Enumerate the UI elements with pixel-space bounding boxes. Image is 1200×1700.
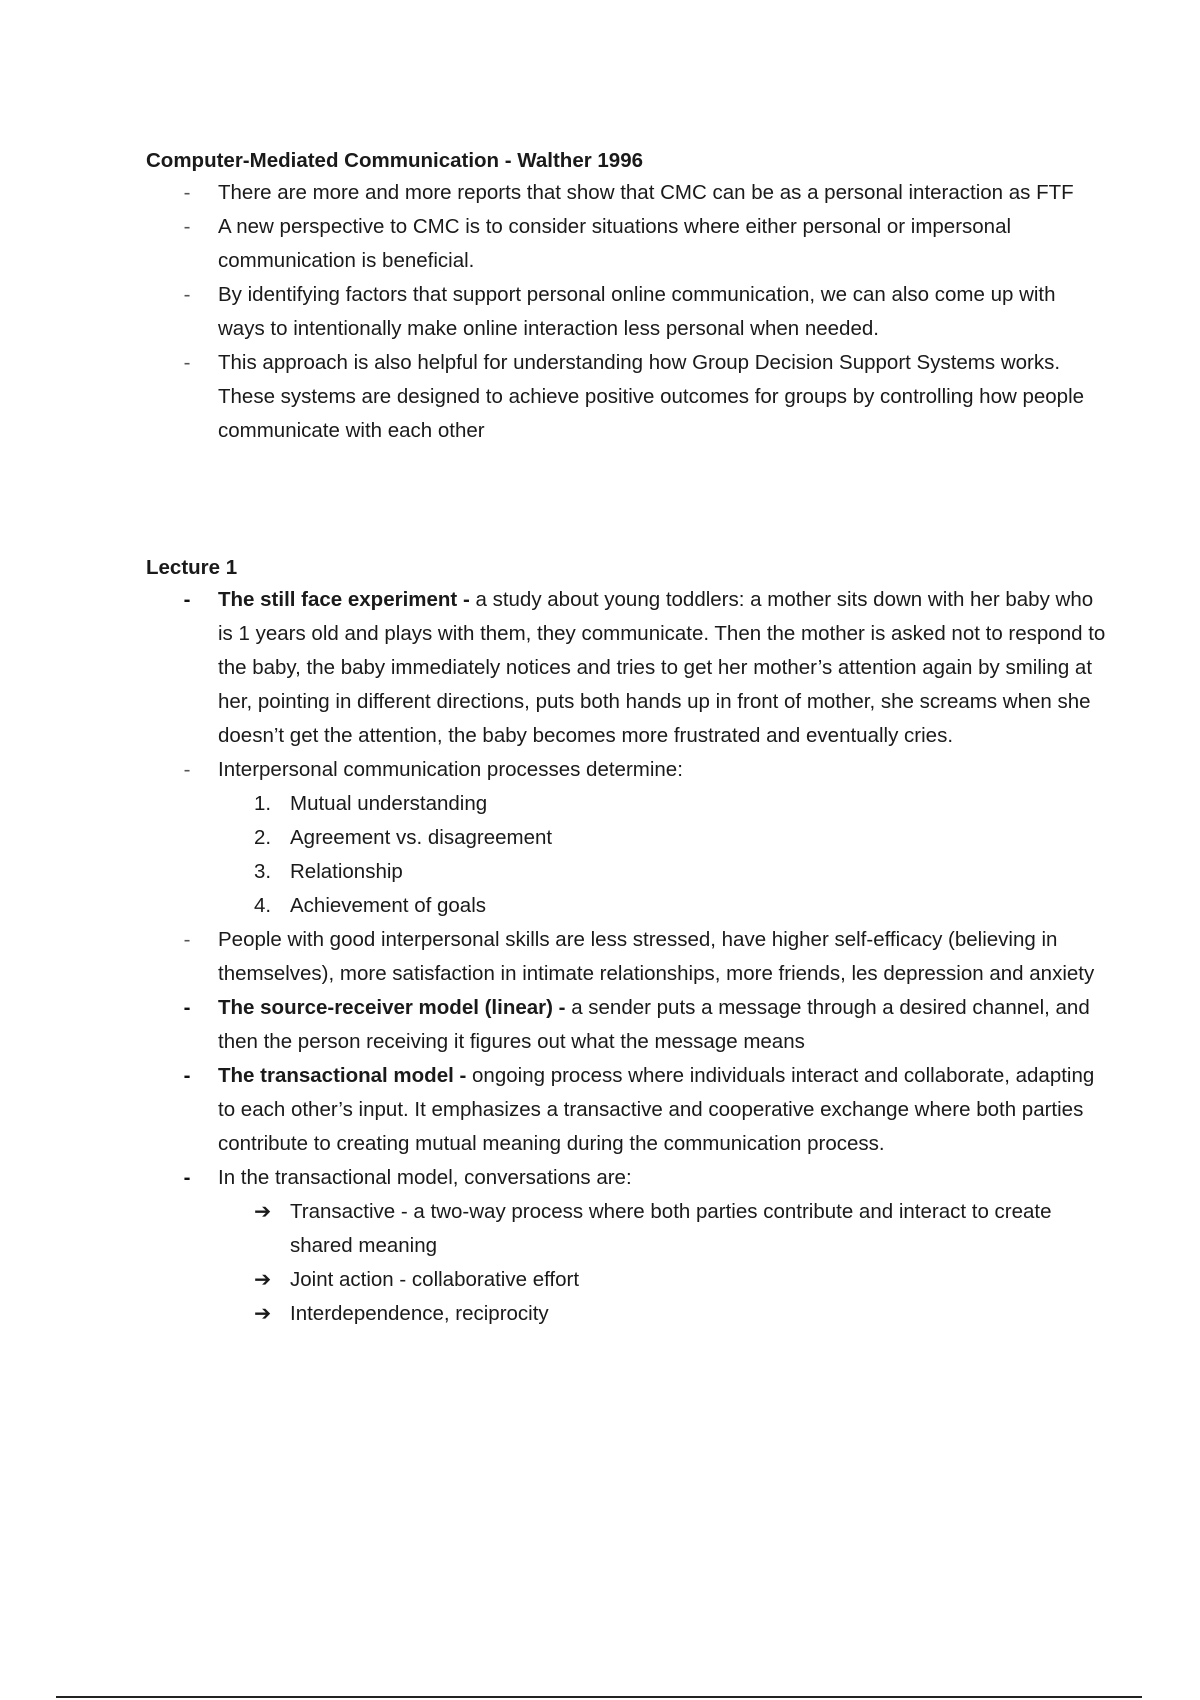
skills-text: People with good interpersonal skills are less stressed, have higher self-efficacy (believing in themselves), more satisfaction in intimate relationships, more friends, les depression and anxiety <box>218 928 1095 985</box>
bullet-text: By identifying factors that support personal online communication, we can also come up with ways to intentionally make online interaction less personal when needed. <box>218 283 1056 340</box>
list-item <box>146 346 1106 448</box>
bullet-text: There are more and more reports that show that CMC can be as a personal interaction as FTF <box>218 181 1074 204</box>
page-bottom-divider <box>56 1696 1142 1698</box>
arrow-item <box>218 1263 1106 1297</box>
transactional-text: ongoing process where individuals interact and collaborate, adapting to each other’s input. It emphasizes a transactive and cooperative exchange where both parties contribute to creating mutual meaning during the communication process. <box>218 1064 1095 1155</box>
arrow-item <box>218 1297 1106 1331</box>
arrow-item-text: Joint action - collaborative effort <box>290 1268 580 1291</box>
dash-bullet: - <box>183 1166 191 1189</box>
dash-bullet: - <box>183 1064 191 1087</box>
term-still-face: The still face experiment - <box>218 588 476 611</box>
list-item-interpersonal <box>146 753 1106 923</box>
list-item <box>146 176 1106 210</box>
source-receiver-text: a sender puts a message through a desired channel, and then the person receiving it figures out what the message means <box>218 996 1090 1053</box>
item-number: 3. <box>254 860 272 883</box>
dash-bullet: - <box>183 758 191 781</box>
numbered-item-text: Relationship <box>290 860 403 883</box>
item-number: 4. <box>254 894 272 917</box>
arrow-item-text: Transactive - a two-way process where both parties contribute and interact to create shared meaning <box>290 1200 1052 1257</box>
list-item-source-receiver <box>146 991 1106 1059</box>
walther-section <box>146 146 1106 448</box>
item-number: 1. <box>254 792 272 815</box>
numbered-item-text: Agreement vs. disagreement <box>290 826 553 849</box>
list-item-conversations <box>146 1161 1106 1331</box>
numbered-item <box>218 821 1106 855</box>
list-item <box>146 278 1106 346</box>
arrow-right-icon: ➔ <box>254 1302 272 1325</box>
lecture-bullet-list <box>146 583 1106 1331</box>
term-transactional: The transactional model - <box>218 1064 473 1087</box>
interpersonal-text: Interpersonal communication processes determine: <box>218 758 683 781</box>
dash-bullet: - <box>183 996 191 1019</box>
item-number: 2. <box>254 826 272 849</box>
arrow-item-text: Interdependence, reciprocity <box>290 1302 549 1325</box>
numbered-item <box>218 855 1106 889</box>
numbered-item-text: Mutual understanding <box>290 792 488 815</box>
list-item-transactional <box>146 1059 1106 1161</box>
list-item-still-face <box>146 583 1106 753</box>
bullet-text: A new perspective to CMC is to consider situations where either personal or impersonal communication is beneficial. <box>218 215 1012 272</box>
term-source-receiver: The source-receiver model (linear) - <box>218 996 572 1019</box>
dash-bullet: - <box>183 283 191 306</box>
bullet-text: This approach is also helpful for understanding how Group Decision Support Systems works. These systems are designed to achieve positive outcomes for groups by controlling how people communicate with each other <box>218 351 1085 442</box>
arrow-right-icon: ➔ <box>254 1268 272 1291</box>
section-heading: Lecture 1 <box>146 556 238 579</box>
list-item-skills <box>146 923 1106 991</box>
still-face-text: a study about young toddlers: a mother sits down with her baby who is 1 years old and plays with them, they communicate. Then the mother is asked not to respond to the baby, the baby immediately notices and tries to get her mother’s attention again by smiling at her, pointing in different directions, puts both hands up in front of mother, she screams when she doesn’t get the attention, the baby becomes more frustrated and eventually cries. <box>218 588 1106 747</box>
dash-bullet: - <box>183 928 191 951</box>
conversations-arrow-list <box>218 1195 1106 1331</box>
dash-bullet: - <box>183 351 191 374</box>
arrow-right-icon: ➔ <box>254 1200 272 1223</box>
lecture-1-section <box>146 553 1106 1331</box>
walther-bullet-list <box>146 176 1106 448</box>
dash-bullet: - <box>183 181 191 204</box>
list-item <box>146 210 1106 278</box>
numbered-item <box>218 889 1106 923</box>
conversations-text: In the transactional model, conversations are: <box>218 1166 632 1189</box>
dash-bullet: - <box>183 215 191 238</box>
arrow-item <box>218 1195 1106 1263</box>
numbered-item-text: Achievement of goals <box>290 894 487 917</box>
dash-bullet: - <box>183 588 191 611</box>
interpersonal-numbered-list <box>218 787 1106 923</box>
section-heading: Computer-Mediated Communication - Walther 1996 <box>146 149 643 172</box>
numbered-item <box>218 787 1106 821</box>
